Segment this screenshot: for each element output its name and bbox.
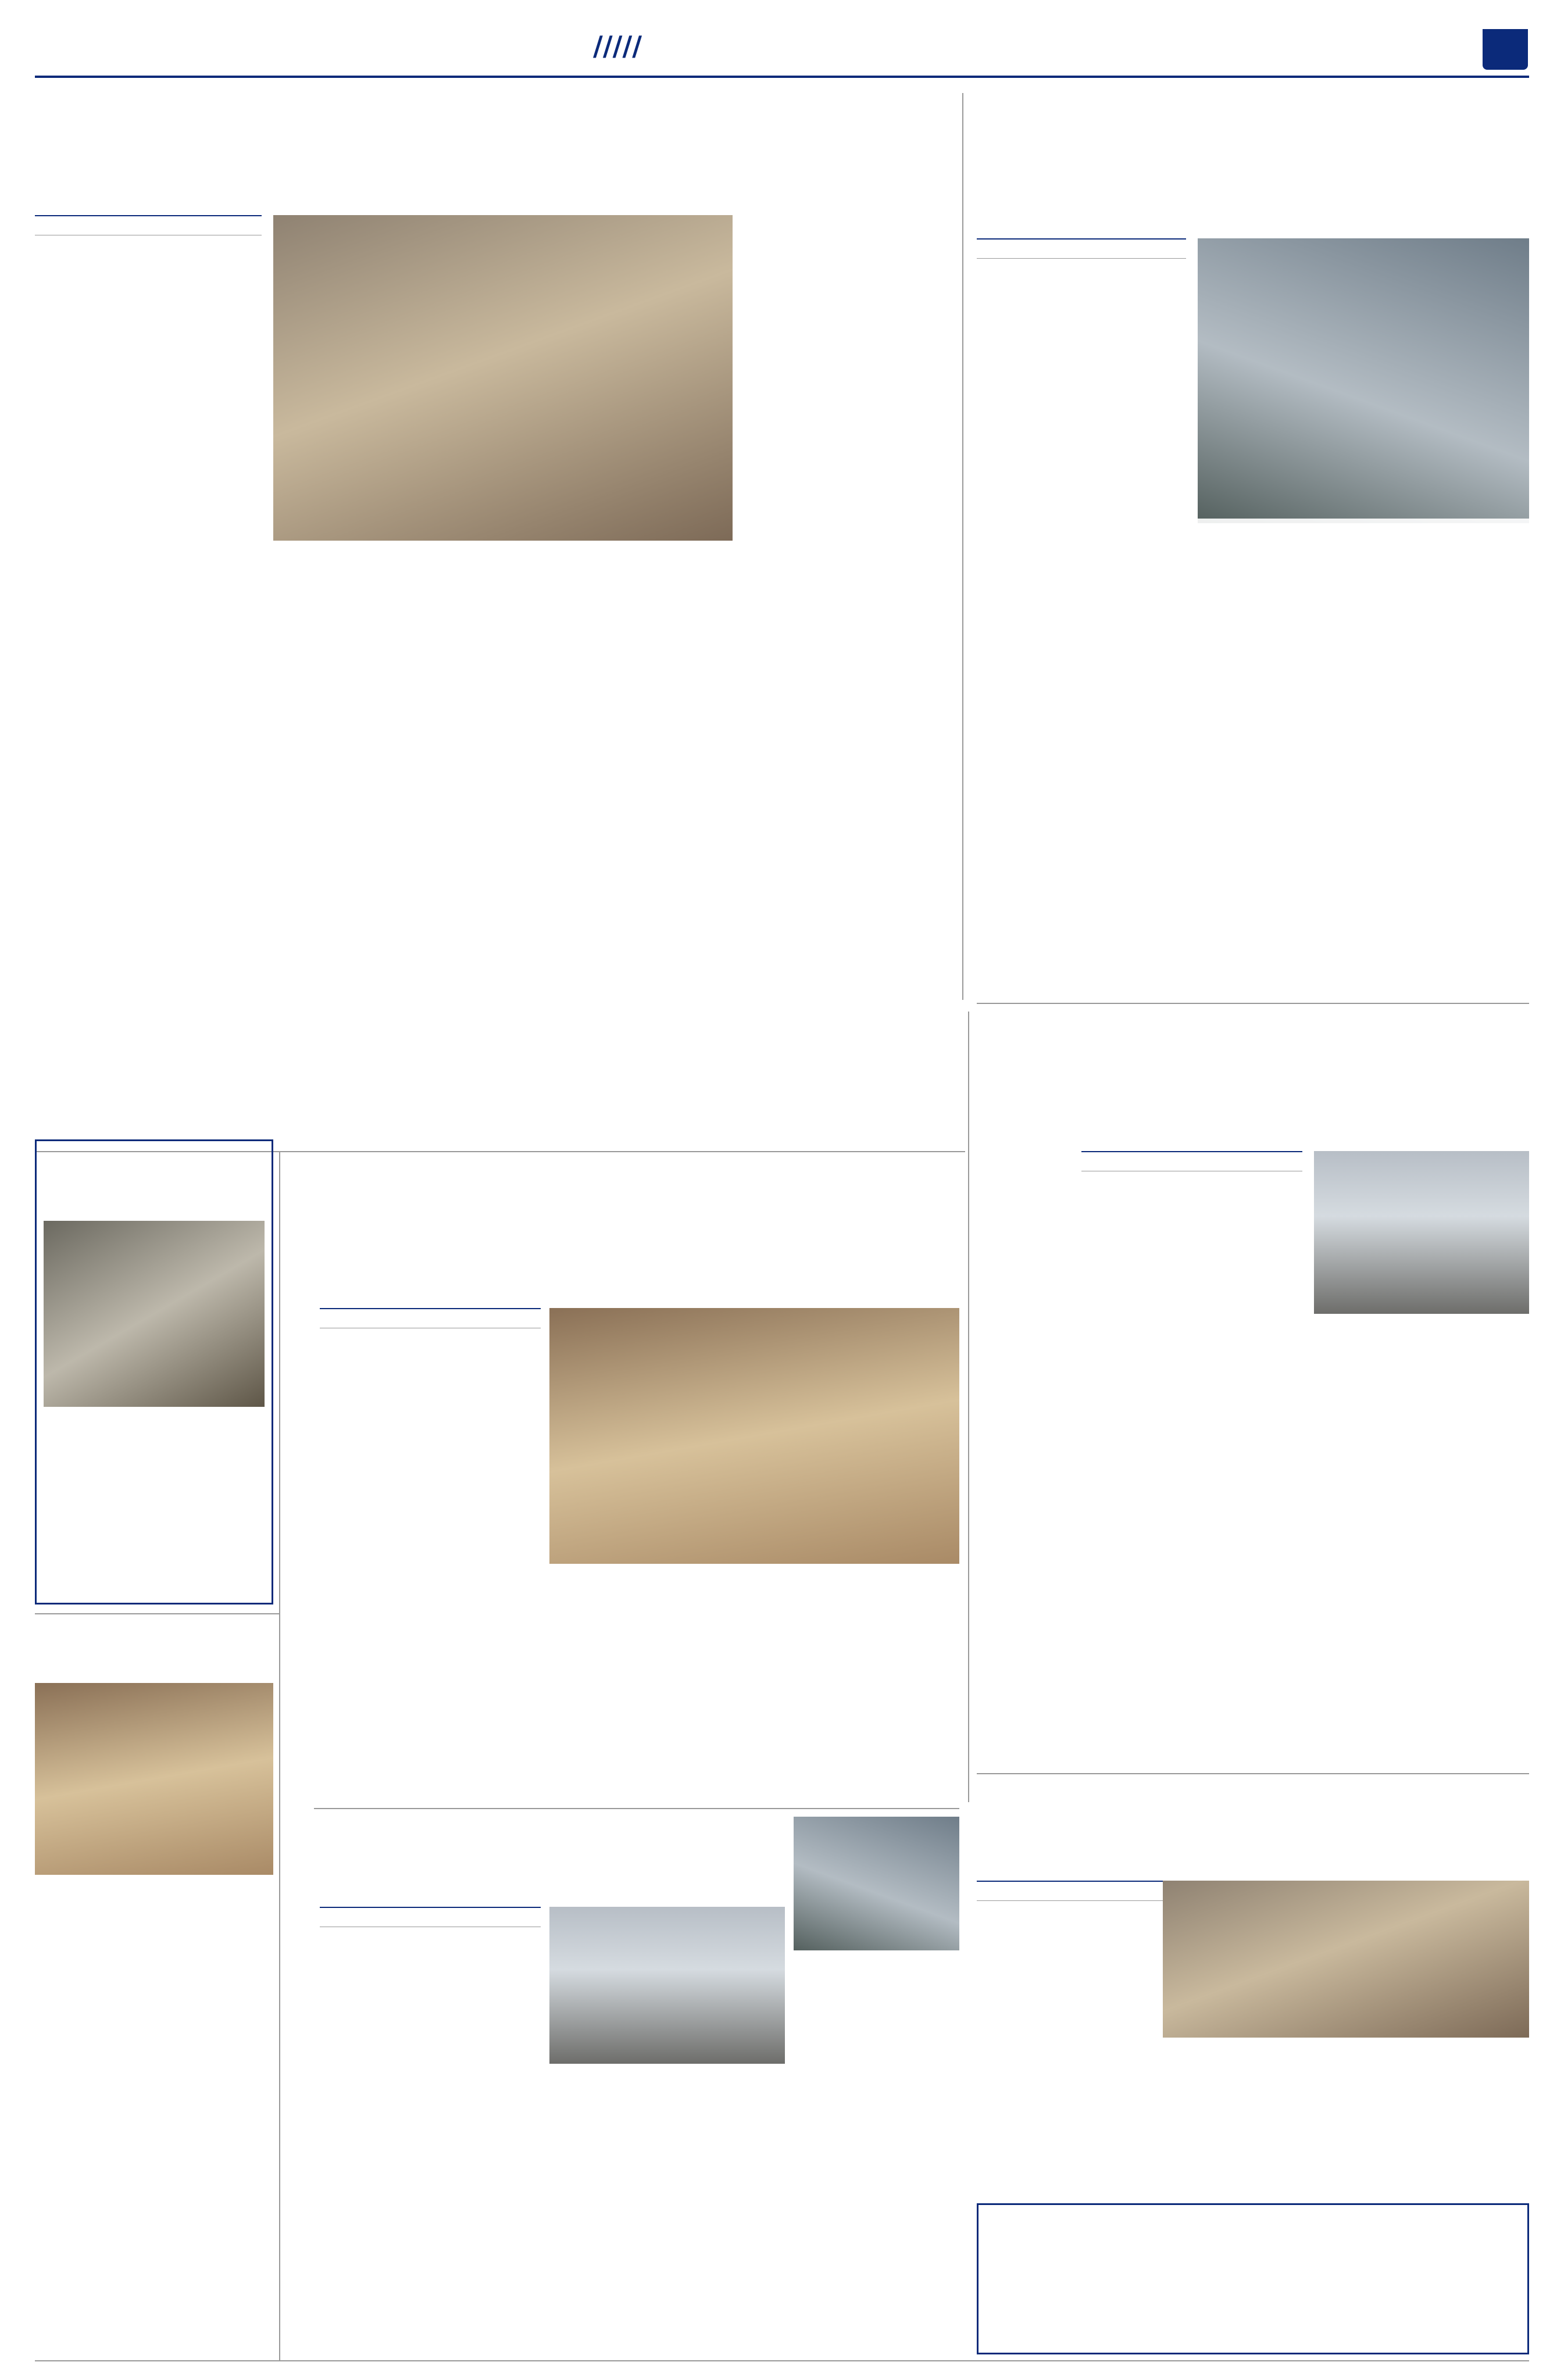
a10-headline[interactable]	[985, 2212, 1131, 2346]
a4-body-cont	[549, 1573, 959, 1799]
a10-body	[1140, 2212, 1520, 2346]
region-strip: /////	[593, 30, 642, 62]
divider	[279, 1151, 280, 2360]
a9-body	[977, 1924, 1151, 2197]
a1-body-cont	[273, 549, 733, 1139]
a1-flood-meeting-photo	[273, 215, 733, 541]
a1-byline	[35, 215, 262, 235]
a9-body-cont	[1163, 2046, 1529, 2197]
a5-byline	[1081, 1151, 1302, 1171]
a2-headline[interactable]	[977, 137, 1529, 235]
a2-body	[977, 285, 1186, 994]
a2-body-cont	[1198, 532, 1529, 994]
a1-body	[35, 262, 262, 1139]
a8-elephant-photo	[794, 1817, 959, 1950]
divider	[962, 93, 963, 1000]
a8-body	[794, 2023, 959, 2334]
a4-pond-protest-photo	[549, 1308, 959, 1564]
a6-headline[interactable]	[35, 1622, 273, 1680]
page-number	[1483, 29, 1528, 70]
a7-headline[interactable]	[320, 1817, 785, 1898]
a7-sims-meeting-photo	[549, 1907, 785, 2064]
a9-headline[interactable]	[977, 1782, 1529, 1875]
a4-headline[interactable]	[320, 1180, 959, 1299]
a4-byline	[320, 1308, 541, 1328]
a7-byline	[320, 1907, 541, 1927]
a5-body	[977, 1195, 1302, 1764]
divider	[35, 1613, 279, 1614]
divider	[314, 1808, 959, 1809]
a7-body	[320, 1950, 541, 2334]
divider	[977, 1003, 1529, 1004]
masthead	[35, 30, 1529, 77]
divider	[977, 1773, 1529, 1774]
a5-review-meeting-photo	[1314, 1151, 1529, 1314]
a3-body	[44, 1413, 265, 1599]
a9-memorandum-photo	[1163, 1881, 1529, 2038]
a6-relief-distribution-photo	[35, 1683, 273, 1875]
a2-photo-caption	[1198, 519, 1529, 523]
a7-body-cont	[549, 2072, 785, 2334]
a3-temple-roof-photo	[44, 1221, 265, 1407]
a4-body	[320, 1352, 541, 1799]
masthead-rule	[35, 76, 1529, 78]
a8-headline[interactable]	[794, 1956, 959, 2020]
a5-headline[interactable]	[1081, 1014, 1529, 1107]
a2-byline	[977, 238, 1186, 259]
divider	[968, 1012, 969, 1802]
a1-body-col	[741, 215, 954, 1139]
divider	[35, 2360, 1529, 2361]
a5-body-cont	[1314, 1323, 1529, 1764]
a3-headline[interactable]	[44, 1148, 265, 1218]
a2-dam-photo	[1198, 238, 1529, 523]
a6-body	[35, 1884, 273, 2349]
